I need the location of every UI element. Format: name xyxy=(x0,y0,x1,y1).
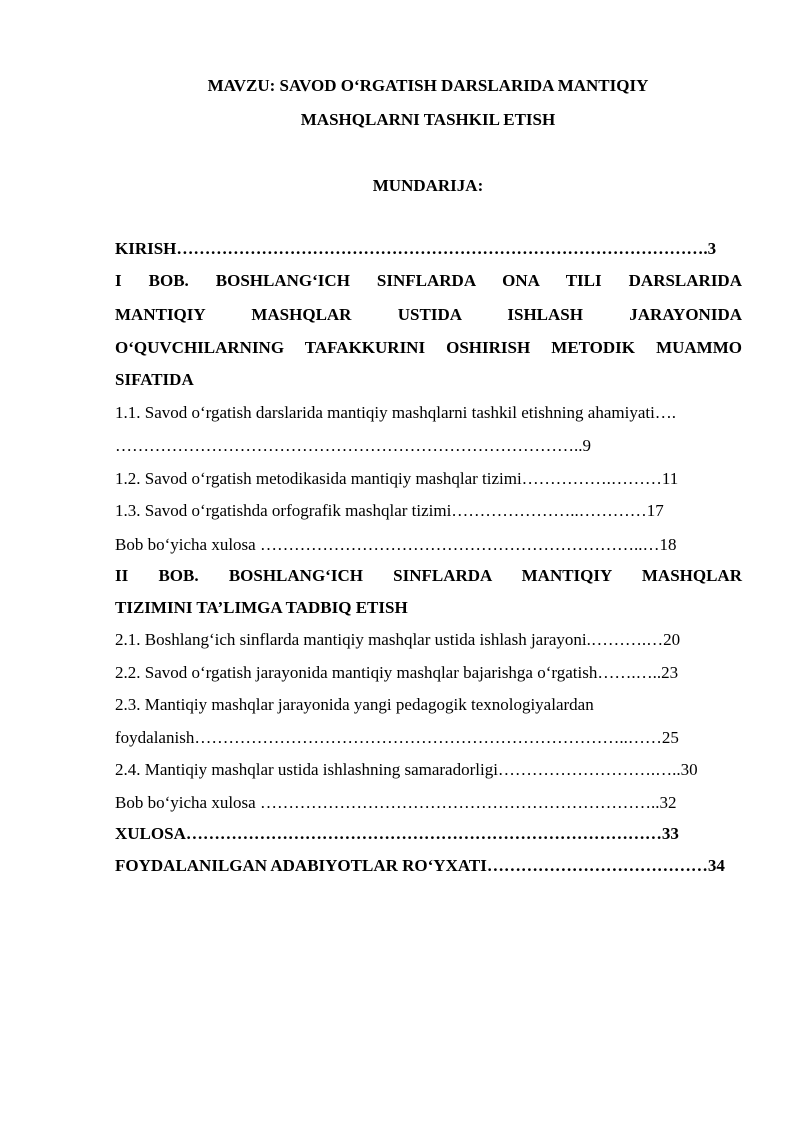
document-title-line-2: MASHQLARNI TASHKIL ETISH xyxy=(300,110,556,129)
toc-entry-kirish: KIRISH………………………………………………………………………………….3 xyxy=(115,239,717,258)
toc-entry-1-1-line-2: ………………………………………………………………………..9 xyxy=(115,436,591,455)
toc-entry-2-3-line-1: 2.3. Mantiqiy mashqlar jarayonida yangi pedagogik texnologiyalardan xyxy=(115,695,594,714)
toc-chapter-2-line-1: II BOB. BOSHLANG‘ICH SINFLARDA MANTIQIY MASHQLAR xyxy=(115,566,742,585)
toc-entry-1-2: 1.2. Savod o‘rgatish metodikasida mantiqiy mashqlar tizimi…………….………11 xyxy=(115,469,679,488)
toc-entry-xulosa: XULOSA…………………………………………………………………………33 xyxy=(115,824,679,843)
toc-entry-1-1-line-1: 1.1. Savod o‘rgatish darslarida mantiqiy mashqlarni tashkil etishning ahamiyati…. xyxy=(115,403,677,422)
document-title-line-1: MAVZU: SAVOD O‘RGATISH DARSLARIDA MANTIQIY xyxy=(207,76,649,95)
toc-chapter-1-line-3: O‘QUVCHILARNING TAFAKKURINI OSHIRISH METODIK MUAMMO xyxy=(115,338,742,357)
toc-entry-2-3-line-2: foydalanish…………………………………………………………………..……25 xyxy=(115,728,679,747)
toc-heading: MUNDARIJA: xyxy=(372,176,484,195)
toc-chapter-2-line-2: TIZIMINI TA’LIMGA TADBIQ ETISH xyxy=(115,598,408,617)
toc-entry-2-4: 2.4. Mantiqiy mashqlar ustida ishlashning samaradorligi……………………….…..30 xyxy=(115,760,698,779)
toc-chapter-1-line-4: SIFATIDA xyxy=(115,370,194,389)
toc-chapter-1-line-1: I BOB. BOSHLANG‘ICH SINFLARDA ONA TILI DARSLARIDA xyxy=(115,271,742,290)
toc-entry-bibliography: FOYDALANILGAN ADABIYOTLAR RO‘YXATI…………………………………34 xyxy=(115,856,725,875)
toc-entry-2-2: 2.2. Savod o‘rgatish jarayonida mantiqiy mashqlar bajarishga o‘rgatish…….…..23 xyxy=(115,663,679,682)
toc-chapter-1-line-2: MANTIQIY MASHQLAR USTIDA ISHLASH JARAYONIDA xyxy=(115,305,742,324)
toc-entry-chapter-2-summary: Bob bo‘yicha xulosa ……………………………………………………………..32 xyxy=(115,793,677,812)
toc-entry-1-3: 1.3. Savod o‘rgatishda orfografik mashqlar tizimi…………………..…………17 xyxy=(115,501,664,520)
toc-entry-2-1: 2.1. Boshlang‘ich sinflarda mantiqiy mashqlar ustida ishlash jarayoni.……….…20 xyxy=(115,630,681,649)
toc-entry-chapter-1-summary: Bob bo‘yicha xulosa …………………………………………………………..…18 xyxy=(115,535,677,554)
